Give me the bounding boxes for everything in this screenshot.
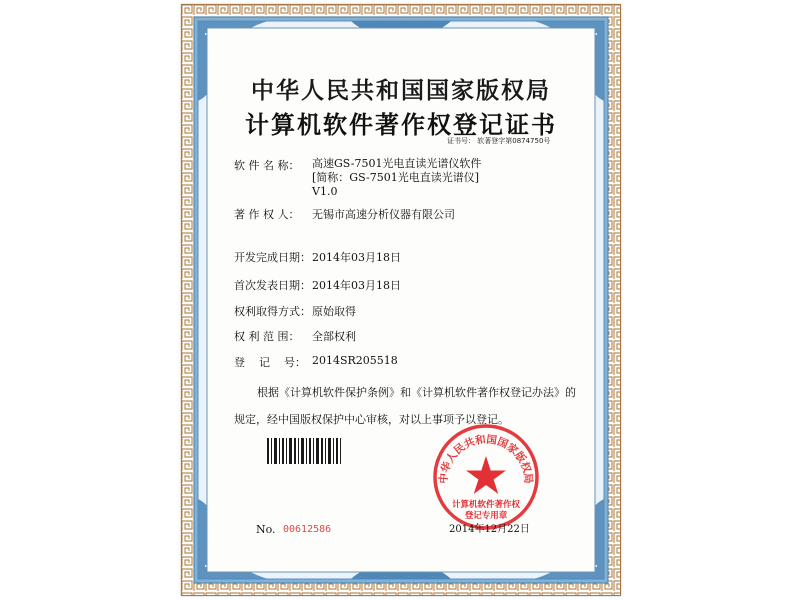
certificate-number-value: 软著登字第0874750号 (477, 137, 551, 145)
certificate-number-label: 证书号： (447, 137, 475, 145)
serial-label: No. (256, 523, 276, 536)
serial-number: 00612586 (283, 524, 332, 535)
svg-text:中华人民共和国国家版权局: 中华人民共和国国家版权局 (437, 433, 535, 485)
legal-basis-line1: 根据《计算机软件保护条例》和《计算机软件著作权登记办法》的 (257, 386, 576, 399)
dev-date-value: 2014年03月18日 (312, 251, 401, 264)
acquire-method-value: 原始取得 (312, 305, 356, 318)
svg-text:计算机软件著作权: 计算机软件著作权 (451, 500, 521, 510)
registration-number-label: 登 记 号： (234, 356, 306, 369)
certificate-title: 计算机软件著作权登记证书 (245, 110, 557, 139)
pub-date-value: 2014年03月18日 (312, 279, 401, 292)
certificate-number (447, 136, 550, 146)
issue-date: 2014年12月22日 (449, 524, 530, 535)
svg-text:登记专用章: 登记专用章 (464, 511, 508, 521)
owner-value: 无锡市高速分析仪器有限公司 (312, 208, 455, 221)
software-name-line2: [简称：GS-7501光电直读光谱仪] (312, 171, 480, 184)
pub-date-label: 首次发表日期： (234, 279, 311, 292)
software-name-label: 软 件 名 称： (234, 159, 300, 172)
issuer-title: 中华人民共和国国家版权局 (251, 77, 551, 104)
rights-scope-label: 权 利 范 围： (234, 330, 300, 343)
software-name-line1: 高速GS-7501光电直读光谱仪软件 (312, 157, 482, 170)
legal-basis-line2: 规定，经中国版权保护中心审核，对以上事项予以登记。 (234, 413, 509, 426)
barcode (267, 438, 341, 464)
official-seal (431, 422, 541, 532)
dev-date-label: 开发完成日期： (234, 251, 311, 264)
certificate (181, 4, 621, 596)
acquire-method-label: 权利取得方式： (234, 305, 311, 318)
registration-number-value: 2014SR205518 (312, 354, 398, 367)
software-name-line3: V1.0 (312, 185, 338, 198)
owner-label: 著 作 权 人： (234, 208, 300, 221)
rights-scope-value: 全部权利 (312, 330, 356, 343)
